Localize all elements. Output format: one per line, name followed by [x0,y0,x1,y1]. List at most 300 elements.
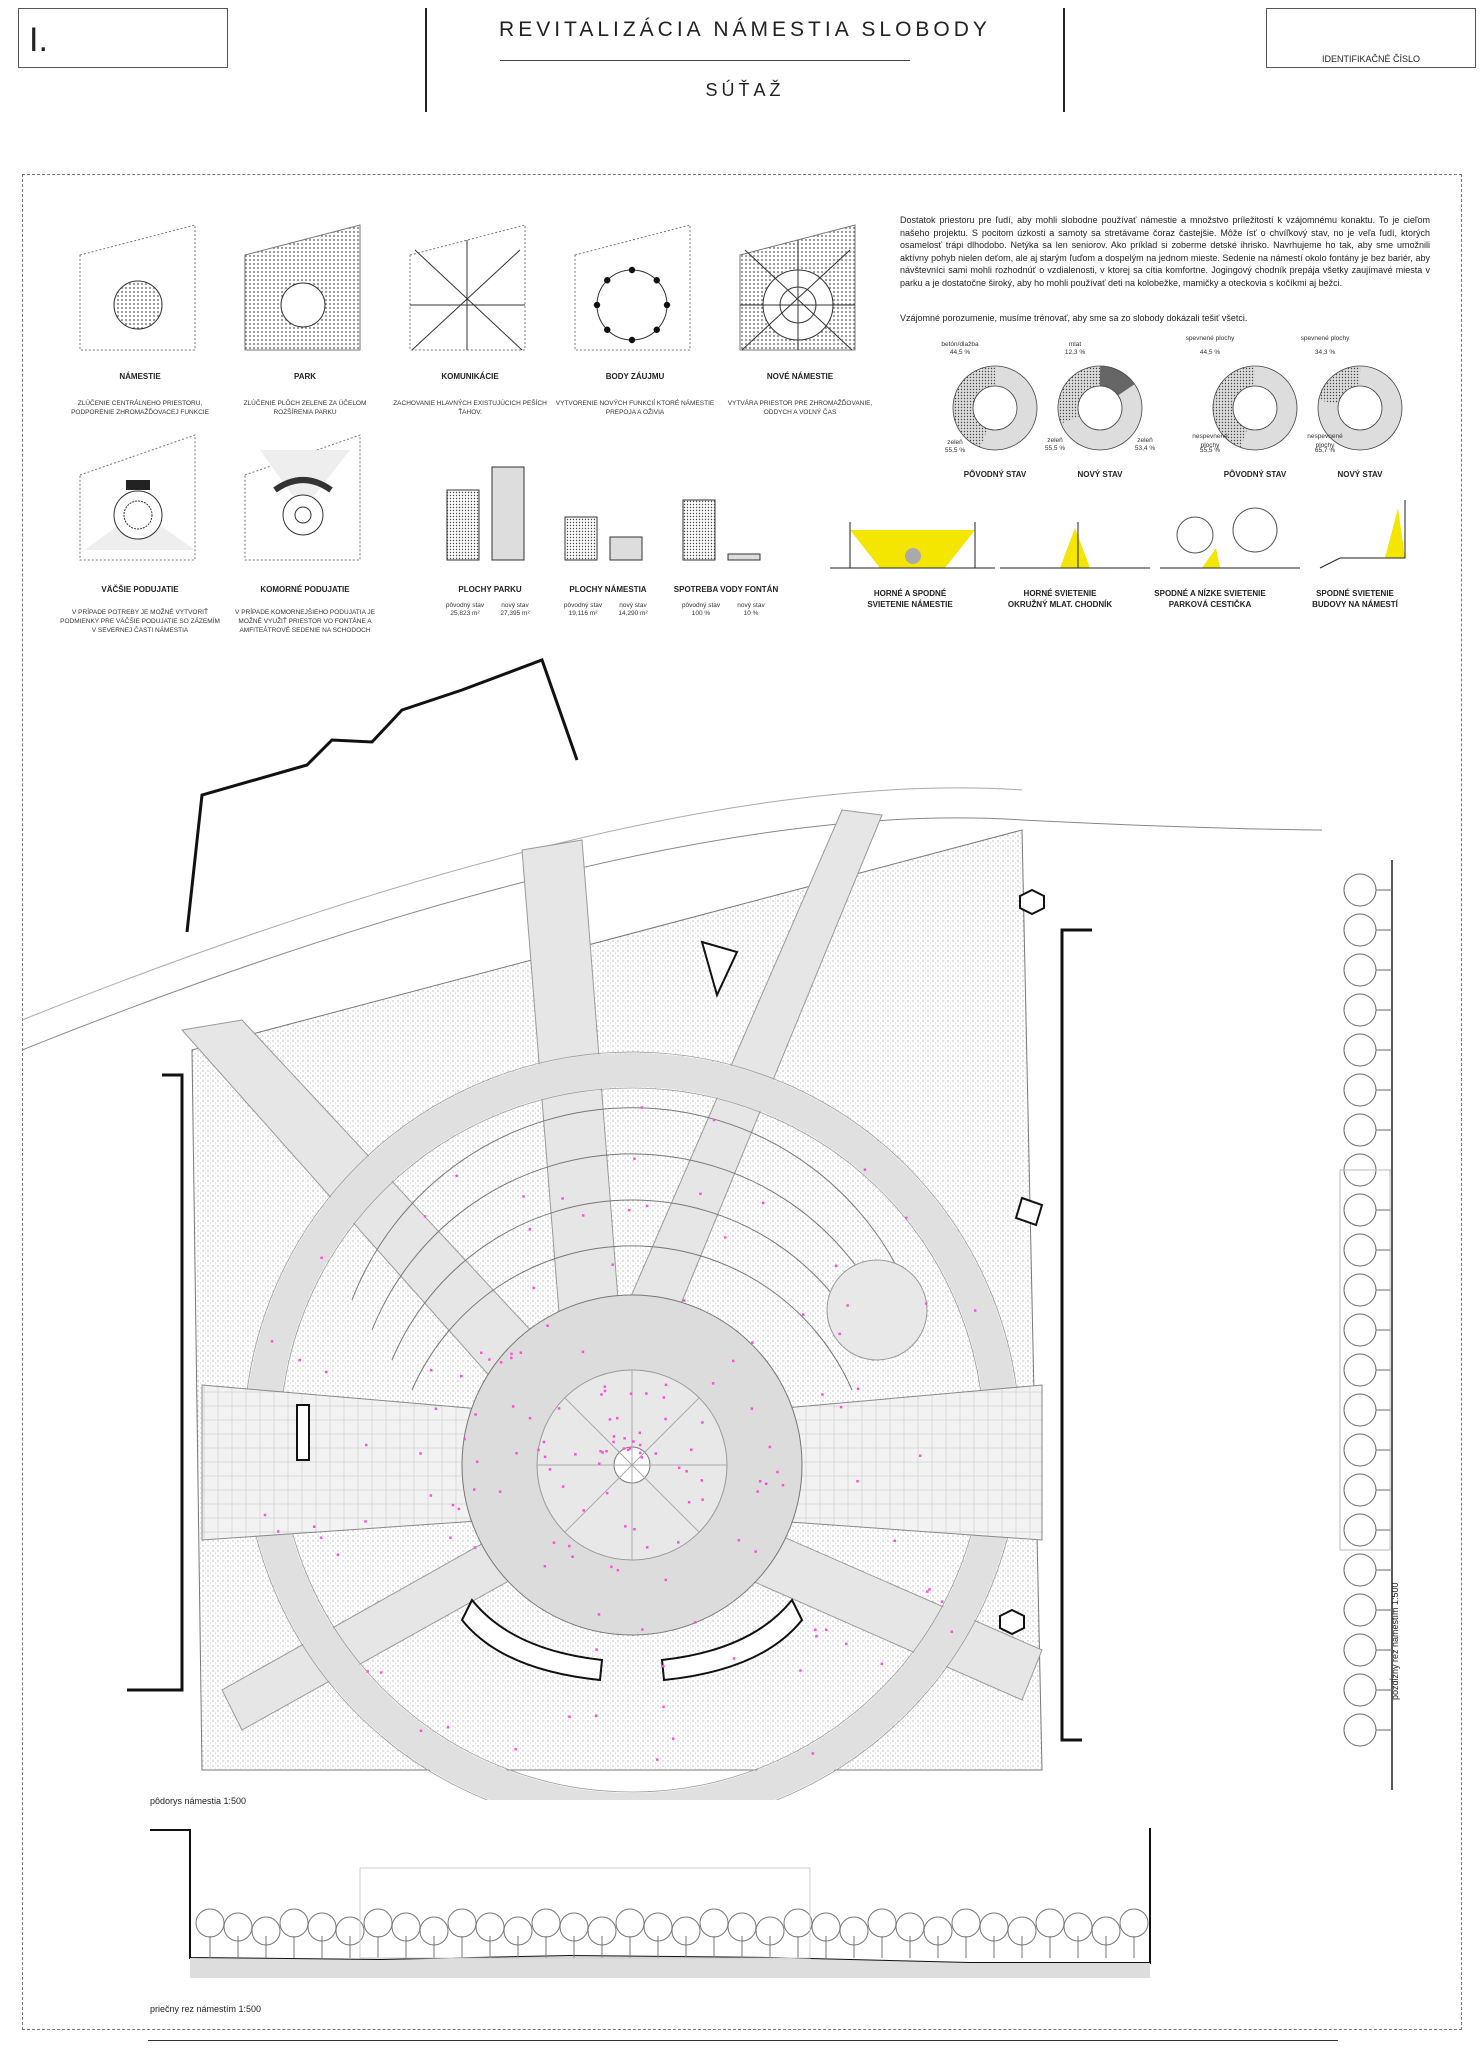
person-marker [678,1467,681,1470]
person-marker [473,1488,476,1491]
intro-paragraph: Dostatok priestoru pre ľudí, aby mohli slobodne používať námestie a množstvo príležitostí k vzájomnému konaktu. To je cieľom našeho projektu. S pocitom úzkosti a samoty sa stretávame čoraz častejšie. Môže ísť o chvíľkový stav, no je veľa ľudí, ktorých osamelosť trápi dlhodobo. Netýka sa len seniorov. Ako príklad si zoberme detské ihrisko. Navrhujeme ho tak, aby sme umožnili aktívny pohyb nielen deťom, ale aj starým ľuďom a dospelým na jednom mieste. Sedenie na námestí okolo fontány je bez bariér, aby návštevníci sami mohli rozhodnúť o vzdialenosti, v ktorej sa cítia komfortne. Jogingový chodník prepája všetky zaujímavé miesta v parku a je dostatočne široký, aby ho mohli používať deti na kolobežke, mamičky a oteckovia s kočíkmi aj bežci. [900,215,1430,288]
person-marker [632,1440,635,1443]
donut-labels [930,335,1430,480]
podujatie-title: KOMORNÉ PODUJATIE [260,585,350,594]
lighting-2 [1000,522,1150,568]
concept-title: KOMUNIKÁCIE [441,372,499,381]
person-marker [447,1726,450,1729]
person-marker [663,1396,666,1399]
donut-value: 55,5 % [1044,445,1066,452]
bar-voda-after [728,554,760,560]
concept-park-diagram [245,225,360,350]
person-marker [424,1215,427,1218]
person-marker [561,1197,564,1200]
donut-value: 44,5 % [1199,349,1221,356]
podujatie-item-small [225,585,385,635]
person-marker [325,1371,328,1374]
area-stat-title: SPOTREBA VODY FONTÁN [673,585,779,594]
person-marker [568,1545,571,1548]
person-marker [633,1528,636,1531]
area-after-value: 10 % [743,610,759,617]
person-marker [925,1302,928,1305]
tree [1344,1114,1376,1146]
person-marker [544,1565,547,1568]
area-stat-title: PLOCHY PARKU [458,585,522,594]
tree [1344,1434,1376,1466]
person-marker [458,1508,461,1511]
person-marker [664,1418,667,1421]
person-marker [776,1471,779,1474]
concept-desc: VYTVÁRA PRIESTOR PRE ZHROMAŽĎOVANIE, ODDYCH A VOĽNÝ ČAS [727,400,873,416]
person-marker [835,1265,838,1268]
donut-label: zeleň [947,439,963,446]
donut-value: 12,3 % [1064,349,1086,356]
person-marker [430,1494,433,1497]
long-section-trees [1344,874,1392,1746]
area-after-label: nový stav [501,602,529,609]
person-marker [951,1631,954,1634]
area-stat-title: PLOCHY NÁMESTIA [569,585,647,594]
person-marker [881,1663,884,1666]
lighting-4 [1320,500,1405,568]
tree [1344,1274,1376,1306]
person-marker [601,1451,604,1454]
person-marker [474,1413,477,1416]
poi-dot [604,327,610,333]
tree [1344,1554,1376,1586]
tree [1344,874,1376,906]
person-marker [488,1358,491,1361]
person-marker [610,1566,613,1569]
person-marker [756,1490,759,1493]
donut-caption: NOVÝ STAV [1077,470,1123,479]
page-subtitle: SÚŤAŽ [705,80,785,100]
person-marker [782,1484,785,1487]
person-marker [522,1195,525,1198]
person-marker [645,1392,648,1395]
podujatie-desc: V PRÍPADE POTREBY JE MOŽNÉ VYTVORIŤ PODMIENKY PRE VÄČŠIE PODUJATIE SO ZÁZEMÍM V SEVERNEJ ČASTI NÁMESTIA [60,609,220,634]
tree [1344,1594,1376,1626]
person-marker [544,1456,547,1459]
person-marker [364,1520,367,1523]
building-east [1062,930,1092,1740]
person-marker [656,1758,659,1761]
person-marker [845,1643,848,1646]
person-marker [974,1309,977,1312]
donut-value: 34,3 % [1314,349,1336,356]
person-marker [568,1715,571,1718]
area-stat-voda [666,585,786,617]
area-after-value: 14,290 m² [618,610,648,617]
donut-value: 53,4 % [1134,445,1156,452]
donut-label: spevnené plochy [1300,335,1350,342]
plan-label: pôdorys námestia 1:500 [150,1796,247,1806]
person-marker [365,1444,368,1447]
long-section [1320,850,1430,1800]
person-marker [449,1537,452,1540]
intro-paragraph-2: Vzájomné porozumenie, musíme trénovať, aby sme sa zo slobody dokázali tešiť všetci. [900,313,1248,323]
tree [1344,1674,1376,1706]
person-marker [529,1417,532,1420]
person-marker [298,1359,301,1362]
person-marker [606,1492,609,1495]
person-marker [532,1287,535,1290]
person-marker [582,1214,585,1217]
area-before-label: pôvodný stav [445,602,485,609]
person-marker [624,1525,627,1528]
concept-komunikacie-diagram [410,225,525,350]
poi-dot [594,302,600,308]
person-marker [605,1450,608,1453]
person-marker [677,1541,680,1544]
tree [868,1909,896,1937]
person-marker [814,1629,817,1632]
person-marker [699,1193,702,1196]
podujatie-large-diagram [80,435,195,560]
podujatie-small-diagram [245,435,360,560]
area-before-value: 19,116 m² [568,610,598,617]
poi-dot [604,277,610,283]
person-marker [846,1304,849,1307]
person-marker [641,1456,644,1459]
person-marker [562,1485,565,1488]
person-marker [672,1737,675,1740]
person-marker [802,1313,805,1316]
podujatie-item-large [60,585,220,635]
poi-dot [654,277,660,283]
person-marker [701,1498,704,1501]
concept-desc: ZLÚČENIE PLÔCH ZELENE ZA ÚČELOM ROZŠÍRENIA PARKU [243,400,367,416]
person-marker [856,1480,859,1483]
poi-dot [629,337,635,343]
person-marker [655,1452,658,1455]
person-marker [762,1202,765,1205]
person-marker [630,1392,633,1395]
tree [1344,954,1376,986]
person-marker [733,1657,736,1660]
person-marker [627,1449,630,1452]
id-label: IDENTIFIKAČNÉ ČÍSLO [1321,54,1420,64]
person-marker [366,1670,369,1673]
person-marker [838,1333,841,1336]
person-marker [799,1669,802,1672]
person-marker [646,1546,649,1549]
concept-item-body [555,372,715,417]
bar-park-after [492,467,524,560]
area-before-label: pôvodný stav [563,602,603,609]
person-marker [529,1228,532,1231]
tree [1344,1474,1376,1506]
concept-title: PARK [293,372,317,381]
lighting-title: SPODNÉ SVIETENIE BUDOVY NA NÁMESTÍ [1312,589,1398,609]
person-marker [712,1382,715,1385]
concept-body-diagram [575,225,690,350]
donut-label: mlat [1068,341,1082,348]
bottom-rule [148,2040,1338,2041]
donut-label: zeleň [1047,437,1063,444]
person-marker [419,1452,422,1455]
person-marker [639,1432,642,1435]
person-marker [701,1479,704,1482]
person-marker [617,1569,620,1572]
tree [1344,1354,1376,1386]
person-marker [662,1706,665,1709]
concept-desc: VYTVORENIE NOVÝCH FUNKCIÍ KTORÉ NÁMESTIE PREPOJA A OŽIVIA [555,400,715,416]
area-after-label: nový stav [619,602,647,609]
person-marker [549,1468,552,1471]
person-marker [894,1539,897,1542]
tree [280,1909,308,1937]
person-marker [595,1715,598,1718]
person-marker [928,1588,931,1591]
stage-west [297,1405,309,1460]
header-divider-right [1063,8,1065,112]
section-ground [150,1828,1150,1963]
tree [532,1909,560,1937]
person-marker [623,1437,626,1440]
person-marker [641,1628,644,1631]
person-marker [571,1555,574,1558]
person-marker [452,1504,455,1507]
tree [1344,1394,1376,1426]
person-marker [609,1418,612,1421]
person-marker [474,1546,477,1549]
donut-label: spevnené plochy [1185,335,1235,342]
lighting-title: SPODNÉ A NÍZKE SVIETENIE PARKOVÁ CESTIČKA [1154,589,1266,609]
person-marker [840,1406,843,1409]
person-marker [611,1263,614,1266]
person-marker [264,1514,267,1517]
cross-section-trees [196,1909,1148,1958]
donut-caption: NOVÝ STAV [1337,470,1383,479]
pavilion-hex-south [1000,1610,1024,1634]
tree [1344,914,1376,946]
poi-dot [654,327,660,333]
concept-item-namestie [60,372,220,417]
concept-nove-diagram [740,225,855,350]
person-marker [662,1665,665,1668]
person-marker [380,1671,383,1674]
tree [1344,1194,1376,1226]
person-marker [905,1217,908,1220]
person-marker [812,1752,815,1755]
sheet-number-box [18,8,228,68]
donut-value: 55,5 % [1199,447,1221,454]
tree [1120,1909,1148,1937]
person-marker [613,1435,616,1438]
donut-value: 55,5 % [944,447,966,454]
person-marker [616,1417,619,1420]
tree [1036,1909,1064,1937]
bar-namestie-after [610,537,642,560]
concept-item-park [225,372,385,417]
concept-diagrams [60,210,880,360]
person-marker [639,1452,642,1455]
person-marker [460,1375,463,1378]
person-marker [600,1393,603,1396]
area-stat-namestie [548,585,668,617]
person-marker [313,1525,316,1528]
tree [1344,994,1376,1026]
concept-desc: ZACHOVANIE HLAVNÝCH EXISTUJÚCICH PEŠÍCH ŤAHOV. [393,400,547,416]
header-divider-left [425,8,427,112]
tree [616,1909,644,1937]
person-marker [690,1449,693,1452]
tree [448,1909,476,1937]
person-marker [558,1407,561,1410]
area-after-label: nový stav [737,602,765,609]
concept-body-dots [594,267,670,343]
person-marker [713,1119,716,1122]
person-marker [463,1438,466,1441]
person-marker [598,1462,601,1465]
person-marker [612,1441,615,1444]
person-marker [510,1353,512,1356]
person-marker [821,1393,824,1396]
person-marker [271,1340,274,1343]
person-marker [320,1537,323,1540]
person-marker [759,1480,762,1483]
concept-item-komunikacie [390,372,550,417]
title-underline [500,60,910,61]
pavilion-hex-north [1020,890,1044,914]
person-marker [688,1501,691,1504]
tree [364,1909,392,1937]
tree [1344,1714,1376,1746]
lighting-3 [1160,508,1300,568]
area-before-value: 100 % [691,610,711,617]
person-marker [664,1579,667,1582]
person-marker [754,1550,757,1553]
area-before-value: 25,823 m² [450,610,480,617]
donut-label: zeleň [1137,437,1153,444]
lighting-title: HORNÉ SVIETENIE OKRUŽNÝ MLAT. CHODNÍK [1007,589,1113,609]
concept-labels [60,372,880,432]
person-marker [765,1483,768,1486]
donut-caption: PÔVODNÝ STAV [1223,470,1287,479]
cross-section-label: priečny rez námestím 1:500 [150,2004,262,2014]
person-marker [582,1509,585,1512]
cross-section [150,1828,1180,1988]
person-marker [598,1613,601,1616]
donut-label: betón/dlažba [941,341,979,348]
concept-title: BODY ZÁUJMU [605,372,665,381]
person-marker [857,1388,860,1391]
person-marker [435,1408,438,1411]
person-marker [919,1454,922,1457]
person-marker [665,1384,668,1387]
donut-value: 65,7 % [1314,447,1336,454]
person-marker [337,1553,340,1556]
person-marker [543,1441,546,1444]
person-marker [641,1106,644,1109]
page-title: REVITALIZÁCIA NÁMESTIA SLOBODY [499,18,991,41]
person-marker [941,1600,944,1603]
tree [1344,1634,1376,1666]
person-marker [476,1461,479,1464]
person-marker [724,1236,727,1239]
person-marker [537,1449,540,1452]
person-marker [623,1447,626,1450]
bar-voda-before [683,500,715,560]
person-marker [430,1369,433,1372]
person-marker [769,1446,772,1449]
person-marker [512,1405,515,1408]
plaza-west [202,1385,492,1540]
person-marker [514,1748,517,1751]
tree [952,1909,980,1937]
lighting-1 [830,522,995,568]
concept-item-nove [720,372,880,417]
person-marker [646,1205,649,1208]
person-marker [480,1352,483,1355]
area-before-label: pôvodný stav [681,602,721,609]
lighting-title: HORNÉ A SPODNÉ SVIETENIE NÁMESTIE [867,589,953,609]
tree [1344,1234,1376,1266]
area-bar-charts [440,455,780,565]
person-marker [574,1453,577,1456]
person-marker [633,1158,636,1161]
bar-namestie-before [565,517,597,560]
person-marker [277,1530,280,1533]
area-stat-park [430,585,550,617]
person-marker [604,1385,607,1388]
person-marker [456,1175,459,1178]
person-marker [815,1635,818,1638]
podujatie-diagrams [60,430,380,570]
person-marker [864,1168,867,1171]
tree [196,1909,224,1937]
sheet-number: I. [29,21,48,59]
person-marker [732,1360,735,1363]
person-marker [683,1299,686,1302]
concept-title: NOVÉ NÁMESTIE [766,372,834,381]
donut-caption: PÔVODNÝ STAV [963,470,1027,479]
site-plan [22,650,1322,1800]
person-marker [520,1351,523,1354]
concept-namestie-diagram [80,225,195,350]
person-marker [738,1539,741,1542]
playground [827,1260,927,1360]
tree [700,1909,728,1937]
long-section-label: pozdĺžny rez námestím 1:500 [1390,1582,1400,1700]
area-after-value: 27,395 m² [500,610,530,617]
fountain-spokes [537,1370,727,1560]
person-marker [639,1444,642,1447]
id-box [1266,8,1476,68]
podujatie-title: VÄČŠIE PODUJATIE [101,585,179,594]
concept-desc: ZLÚČENIE CENTRÁLNEHO PRIESTORU, PODPORENIE ZHROMAŽĎOVACEJ FUNKCIE [71,400,209,416]
person-marker [604,1390,607,1393]
tree [1344,1314,1376,1346]
person-marker [553,1541,556,1544]
person-marker [515,1452,518,1455]
person-marker [751,1341,754,1344]
person-marker [595,1648,598,1651]
person-marker [582,1351,585,1354]
donut-label: nespevnené plochy [1192,433,1228,449]
person-marker [751,1407,754,1410]
plaza-east [762,1385,1042,1540]
person-marker [500,1361,503,1364]
person-marker [546,1324,549,1327]
podujatie-desc: V PRÍPADE KOMORNEJŠIEHO PODUJATIA JE MOŽNÉ VYUŽIŤ PRIESTOR VO FONTÁNE A AMFITEÁTROVÉ SEDENIE NA SCHODOCH [235,609,375,634]
person-marker [701,1421,704,1424]
person-marker [320,1257,323,1260]
person-marker [825,1629,828,1632]
person-marker [685,1470,688,1473]
concept-title: NÁMESTIE [119,372,161,381]
